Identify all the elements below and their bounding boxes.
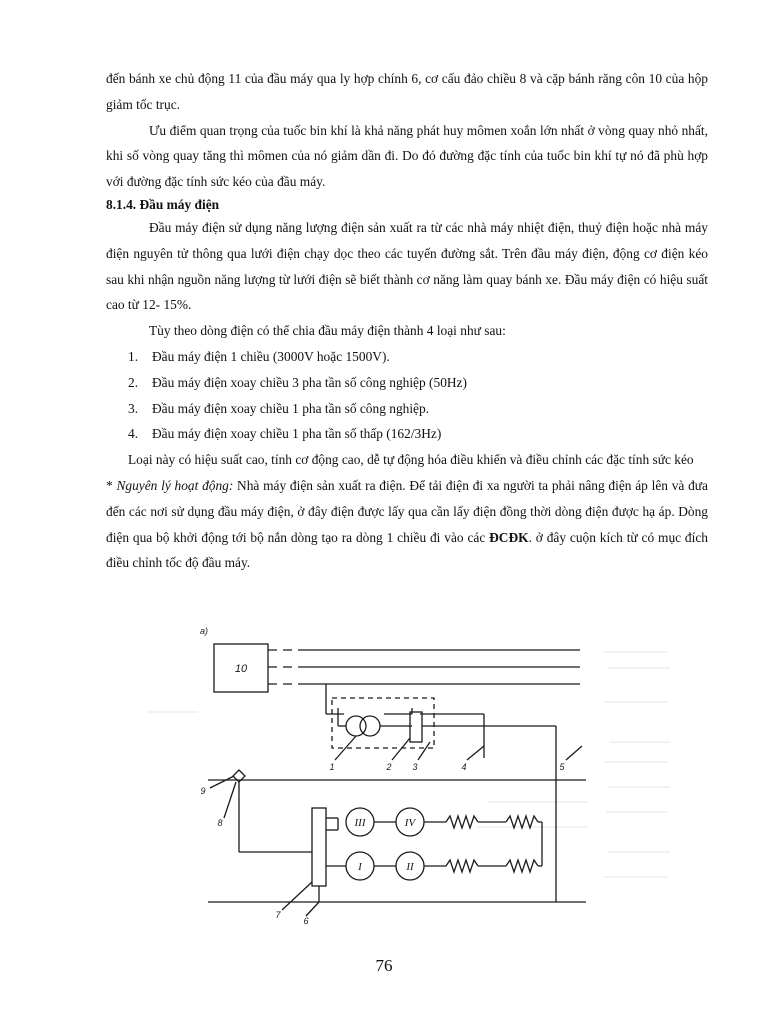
list-item: 4. Đầu máy điện xoay chiều 1 pha tần số thấp (162/3Hz) bbox=[128, 426, 442, 442]
paragraph-gas-turbine: Ưu điểm quan trọng của tuốc bin khí là khả năng phát huy mômen xoắn lớn nhất ở vòng quay nhỏ nhất, khi số vòng quay tăng thì mômen của nó giảm dần đi. Do đó đường đặc tính của tuốc bin khí tự nó đã phù hợp với đường đặc tính sức kéo của đầu máy. bbox=[106, 122, 708, 190]
callout-label: 5 bbox=[559, 762, 565, 772]
list-item: 1. Đầu máy điện 1 chiều (3000V hoặc 1500V). bbox=[128, 348, 390, 364]
principle-label: Nguyên lý hoạt động: bbox=[116, 477, 234, 493]
callout-label: 1 bbox=[329, 762, 335, 772]
callout-label: 6 bbox=[303, 916, 309, 926]
paragraph-principle: * Nguyên lý hoạt động: Nhà máy điện sản xuất ra điện. Để tải điện đi xa người ta phải nâng điện áp lên và đưa đến các nơi sử dụng đầu máy điện, ở đây điện được lấy qua cần lấy điện đồng thời dòng điện được hạ áp. Dòng điện qua bộ khởi động tới bộ nắn dòng tạo ra dòng 1 chiều đi vào các ĐCĐK. ở đây cuộn kích từ có mục đích điều chỉnh tốc độ đầu máy. bbox=[106, 477, 708, 571]
paragraph-continuation: đến bánh xe chủ động 11 của đầu máy qua ly hợp chính 6, cơ cấu đảo chiều 8 và cặp bánh răng côn 10 của hộp giảm tốc trục. bbox=[106, 71, 708, 112]
callout-label: 9 bbox=[200, 786, 206, 796]
page-number: 76 bbox=[375, 956, 393, 975]
abbreviation-dcdk: ĐCĐK bbox=[489, 529, 529, 545]
paragraph-classification: Tùy theo dòng điện có thể chia đầu máy điện thành 4 loại như sau: bbox=[149, 323, 506, 339]
paragraph-advantages: Loại này có hiệu suất cao, tính cơ động cao, dễ tự động hóa điều khiển và điều chỉnh các đặc tính sức kéo bbox=[128, 452, 694, 468]
motor-label: II bbox=[406, 861, 414, 873]
circuit-diagram bbox=[148, 612, 674, 934]
list-item: 3. Đầu máy điện xoay chiều 1 pha tần số công nghiệp. bbox=[128, 400, 430, 416]
circuit-diagram-svg bbox=[148, 612, 674, 934]
list-item: 2. Đầu máy điện xoay chiều 3 pha tần số công nghiệp (50Hz) bbox=[128, 374, 467, 390]
callout-label: 2 bbox=[386, 762, 392, 772]
box-label: 10 bbox=[234, 663, 248, 675]
body-text bbox=[106, 66, 708, 576]
paragraph-electric-locomotive: Đầu máy điện sử dụng năng lượng điện sản xuất ra từ các nhà máy nhiệt điện, thuỷ điện hoặc nhà máy điện nguyên tử thông qua lưới điện chạy dọc theo các tuyến đường sắt. Trên đầu máy điện, động cơ điện kéo sau khi nhận nguồn năng lượng từ lưới điện sẽ biết thành cơ năng làm quay bánh xe. Đầu máy điện có hiệu suất cao từ 12- 15%. bbox=[106, 219, 708, 313]
callout-label: 4 bbox=[461, 762, 467, 772]
callout-label: 7 bbox=[275, 910, 281, 920]
callout-label: 3 bbox=[412, 762, 418, 772]
locomotive-type-list bbox=[106, 344, 708, 447]
motor-label: I bbox=[358, 861, 362, 873]
callout-label: 8 bbox=[217, 818, 223, 828]
motor-label: IV bbox=[404, 817, 416, 829]
section-heading: 8.1.4. Đầu máy điện bbox=[106, 196, 220, 212]
panel-label: a) bbox=[199, 626, 209, 636]
motor-label: III bbox=[354, 817, 366, 829]
